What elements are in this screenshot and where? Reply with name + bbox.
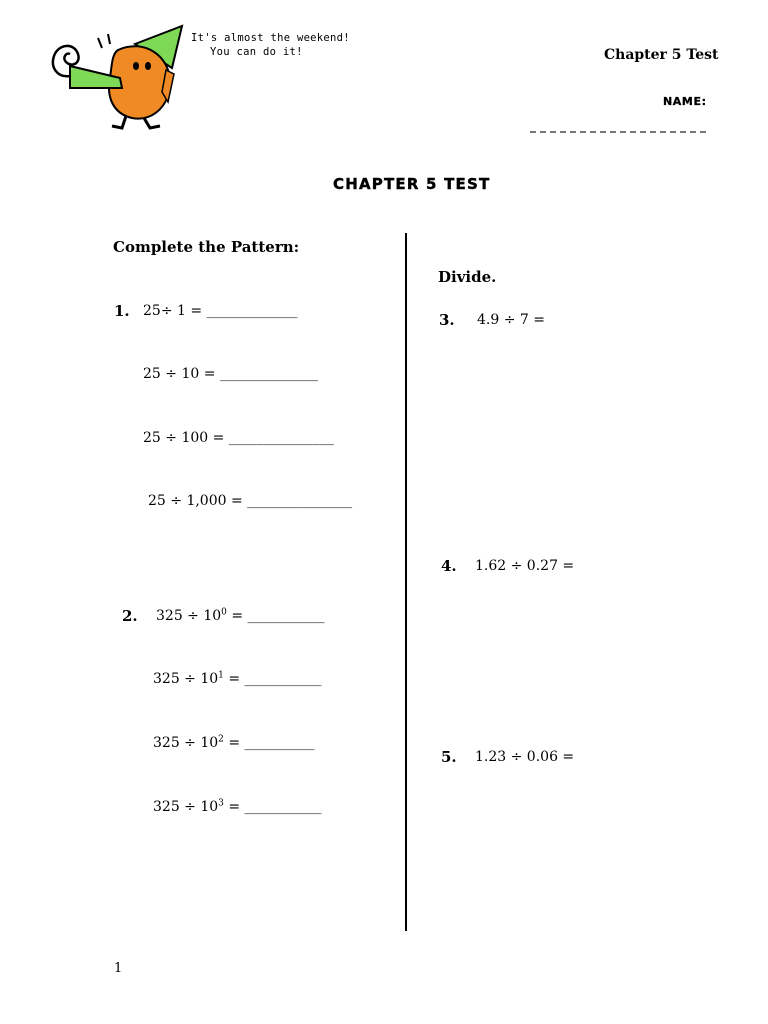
left-heading: Complete the Pattern: <box>113 238 300 256</box>
question-4-number: 4. <box>441 557 457 575</box>
column-divider <box>405 233 407 931</box>
question-5-text: 1.23 ÷ 0.06 = <box>475 749 575 765</box>
speech-line-2: You can do it! <box>210 46 303 58</box>
question-5-number: 5. <box>441 748 457 766</box>
right-heading: Divide. <box>438 268 497 286</box>
q2-line-1: $325 \div 10^0$ = ___________ <box>156 607 325 624</box>
speech-line-1: It's almost the weekend! <box>191 32 350 44</box>
page-number: 1 <box>114 961 123 976</box>
party-horn-mascot-icon <box>40 22 190 134</box>
question-1-number: 1. <box>114 302 130 320</box>
q2-line-3: $325 \div 10^2$ = __________ <box>153 734 315 751</box>
page-title: CHAPTER 5 TEST <box>333 175 491 193</box>
question-3-number: 3. <box>439 311 455 329</box>
question-4-text: 1.62 ÷ 0.27 = <box>475 558 575 574</box>
q1-line-2: 25 ÷ 10 = ______________ <box>143 366 318 382</box>
q2-line-4: $325 \div 10^3$ = ___________ <box>153 798 322 815</box>
q1-line-1: 25÷ 1 = _____________ <box>143 303 298 319</box>
q2-line-2: $325 \div 10^1$ = ___________ <box>153 670 322 687</box>
q1-line-4: 25 ÷ 1,000 = _______________ <box>148 493 353 509</box>
q1-line-3: 25 ÷ 100 = _______________ <box>143 430 334 446</box>
question-2-number: 2. <box>122 607 138 625</box>
name-label: NAME: <box>663 95 707 108</box>
chapter-label: Chapter 5 Test <box>604 47 719 63</box>
name-blank-line <box>530 131 706 133</box>
question-3-text: 4.9 ÷ 7 = <box>477 312 545 328</box>
